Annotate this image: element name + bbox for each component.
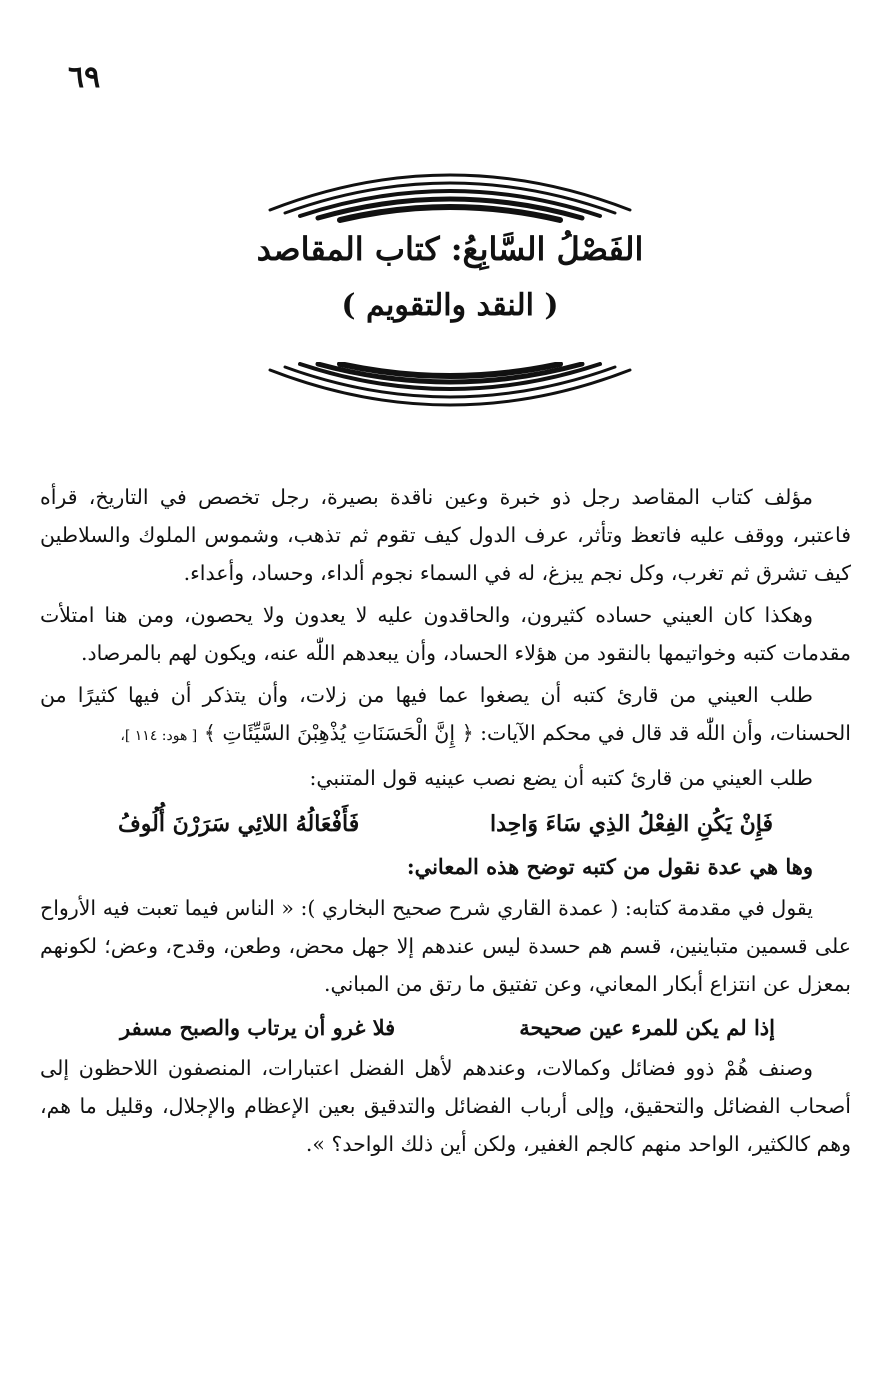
verse-poem: [40, 1007, 851, 1049]
verse-second-hemistich: فَأَفْعَالُهُ اللائِي سَرَرْنَ أُلُوفُ: [118, 811, 360, 837]
verse2-second-hemistich: فلا غرو أن يرتاب والصبح مسفر: [120, 1015, 396, 1040]
paragraph-quote: يقول في مقدمة كتابه: ( عمدة القاري شرح صحيح البخاري ): « الناس فيما تعبت فيه الأرواح على قسمين متباينين، قسم هم حسدة ليس عندهم إلا جهل محض، وطعن، وقدح، وعض؛ لكونهم بمعزل عن انتزاع أبكار المعاني، وعن تفتيق ما رتق من المباني.: [40, 896, 851, 996]
paragraph-author: مؤلف كتاب المقاصد رجل ذو خبرة وعين ناقدة بصيرة، رجل تخصص في التاريخ، قرأه فاعتبر، ووقف عليه فاتعظ وتأثر، عرف الدول كيف تقوم ثم تذهب، وشموس الملوك والسلاطين كيف تشرق ثم تغرب، وكل نجم يبزغ، له في السماء نجوم ألداء، وحساد، وأعداء.: [40, 485, 851, 585]
page-number: ٦٩: [68, 60, 101, 95]
body-text: [40, 478, 851, 1167]
ornament-top: [250, 158, 650, 228]
verse-first-hemistich: فَإِنْ يَكُنِ الفِعْلُ الذِي سَاءَ وَاحِدا: [490, 811, 773, 837]
verse-mutanabbi: [40, 801, 851, 847]
ornament-bottom: [250, 362, 650, 432]
quran-reference: [ هود: ١١٤ ]،: [120, 728, 198, 744]
paragraph-final: وصنف هُمْ ذوو فضائل وكمالات، وعندهم لأهل الفضل اعتبارات، المنصفون اللاحظون إلى أصحاب الفضائل والتحقيق، وإلى أرباب الفضائل والتدقيق بعين الإعظام والإجلال، وقليل ما هم، وهم كالكثير، الواحد منهم كالجم الغفير، ولكن أين ذلك الواحد؟ ».: [40, 1056, 851, 1156]
section-heading: وها هي عدة نقول من كتبه توضح هذه المعاني:: [406, 854, 813, 879]
paragraph-mutanabbi: طلب العيني من قارئ كتبه أن يضع نصب عينيه قول المتنبي:: [309, 766, 813, 790]
chapter-title: الفَصْلُ السَّابِعُ: كتاب المقاصد: [256, 230, 644, 268]
paragraph-request-text: طلب العيني من قارئ كتبه أن يصغوا عما فيها من زلات، وأن يتذكر أن فيها كثيرًا من الحسنات، وأن اللّٰه قد قال في محكم الآيات: ﴿ إِنَّ الْحَسَنَاتِ يُذْهِبْنَ السَّيِّئَاتِ ﴾: [40, 683, 851, 745]
chapter-subtitle: ( النقد والتقويم ): [341, 288, 559, 323]
paragraph-request: [40, 676, 851, 755]
verse2-first-hemistich: إذا لم يكن للمرء عين صحيحة: [519, 1015, 775, 1040]
paragraph-enemies: وهكذا كان العيني حساده كثيرون، والحاقدون عليه لا يعدون ولا يحصون، ومن هنا امتلأت مقدمات كتبه وخواتيمها بالنقود من هؤلاء الحساد، وأن يبعدهم اللّٰه عنه، ويكون لهم بالمرصاد.: [40, 603, 851, 665]
